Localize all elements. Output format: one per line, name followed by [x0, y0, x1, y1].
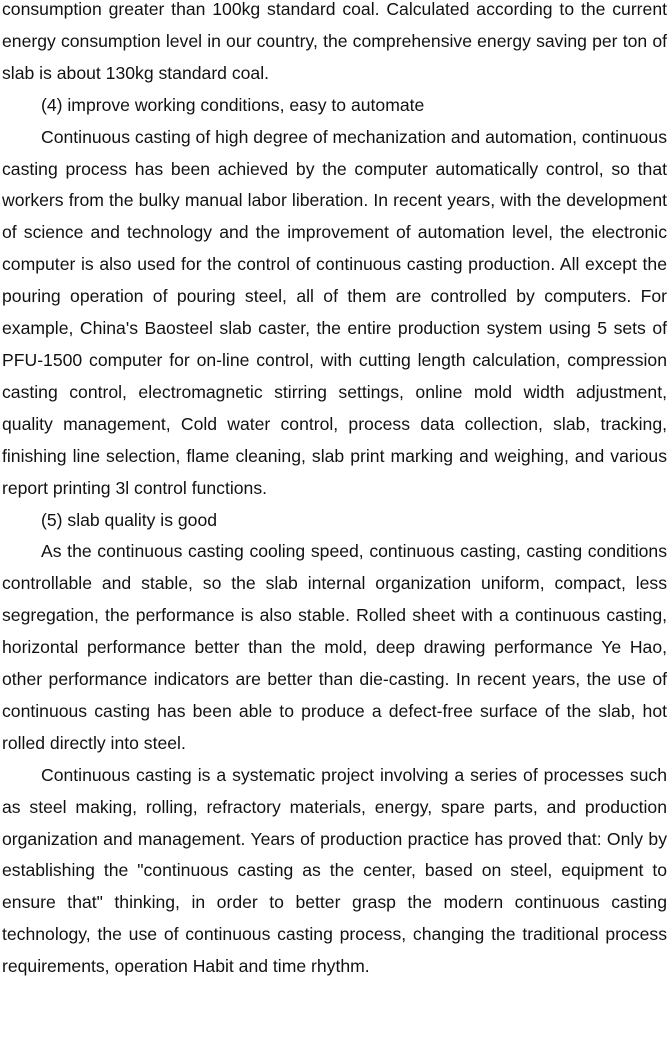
heading-working-conditions: (4) improve working conditions, easy to automate	[41, 94, 425, 115]
paragraph-systematic-project: Continuous casting is a systematic project involving a series of processes such as steel making, rolling, refractory materials, energy, spare parts, and production organization and management. Years of production practice has proved that: Only by establishing the "continuous casting as the center, based on steel, equipment to ensure that" thinking, in order to better grasp the modern continuous casting technology, the use of continuous casting process, changing the traditional process requirements, operation Habit and time rhythm.	[2, 764, 667, 977]
heading-slab-quality: (5) slab quality is good	[41, 509, 218, 530]
paragraph-slab-quality: As the continuous casting cooling speed, continuous casting, casting conditions controllable and stable, so the slab internal organization uniform, compact, less segregation, the performance is also stable. Rolled sheet with a continuous casting, horizontal performance better than the mold, deep drawing performance Ye Hao, other performance indicators are better than die-casting. In recent years, the use of continuous casting has been able to produce a defect-free surface of the slab, hot rolled directly into steel.	[2, 541, 667, 753]
paragraph-automation: Continuous casting of high degree of mechanization and automation, continuous casting process has been achieved by the computer automatically control, so that workers from the bulky manual labor liberation. In recent years, with the development of science and technology and the improvement of automation level, the electronic computer is also used for the control of continuous casting production. All except the pouring operation of pouring steel, all of them are controlled by computers. For example, China's Baosteel slab caster, the entire production system using 5 sets of PFU-1500 computer for on-line control, with cutting length calculation, compression casting control, electromagnetic stirring settings, online mold width adjustment, quality management, Cold water control, process data collection, slab, tracking, finishing line selection, flame cleaning, slab print marking and weighing, and various report printing 3l control functions.	[2, 126, 667, 498]
paragraph-energy-saving: consumption greater than 100kg standard coal. Calculated according to the current energy consumption level in our country, the comprehensive energy saving per ton of slab is about 130kg standard coal.	[2, 0, 667, 83]
document-body	[2, 0, 667, 983]
